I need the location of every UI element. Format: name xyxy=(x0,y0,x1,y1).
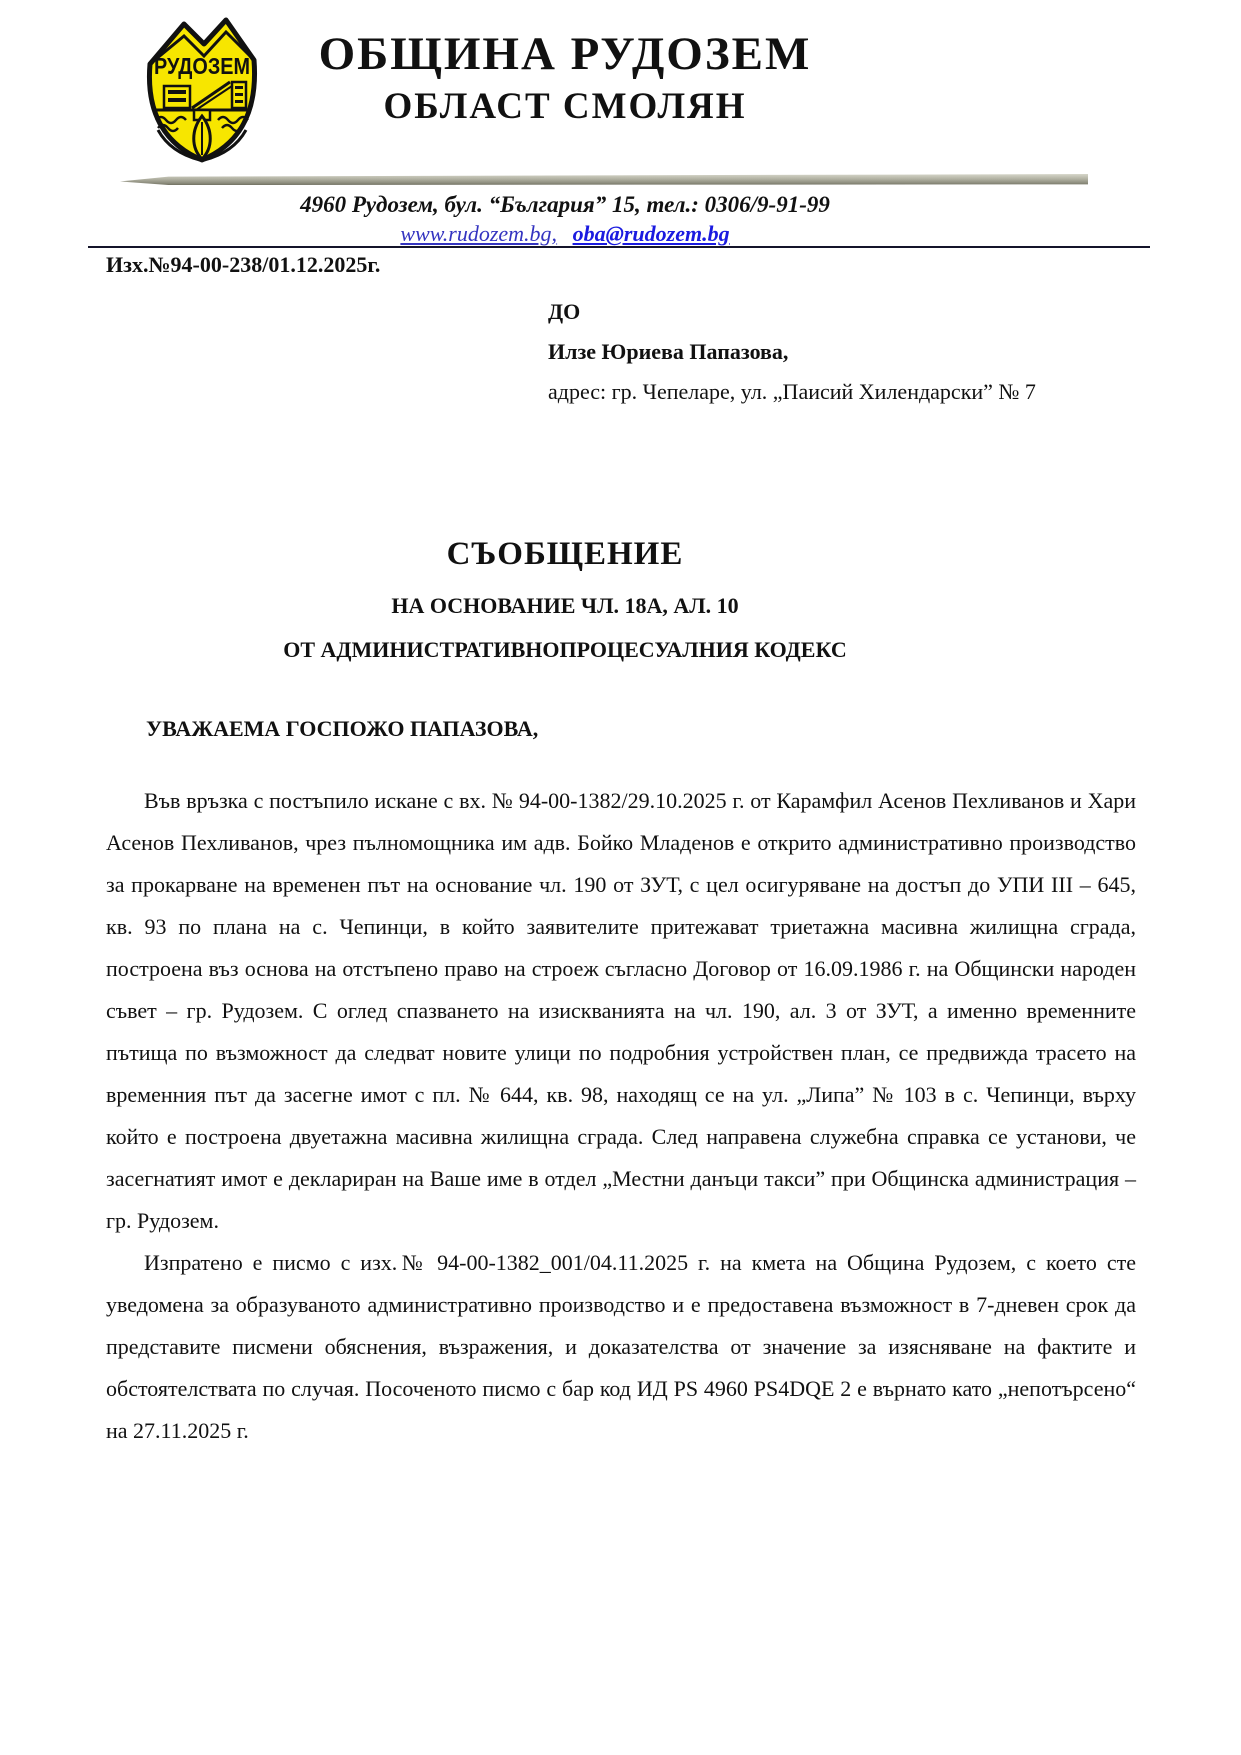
municipality-name: ОБЩИНА РУДОЗЕМ xyxy=(318,28,812,80)
website-link[interactable]: www.rudozem.bg, xyxy=(400,221,558,246)
body-paragraph-1: Във връзка с постъпило искане с вх. № 94-00-1382/29.10.2025 г. от Карамфил Асенов Пехливанов и Хари Асенов Пехливанов, чрез пълномощника им адв. Бойко Младенов е открито административно производство за прокарване на временен път на основание чл. 190 от ЗУТ, с цел осигуряване на достъп до УПИ III – 645, кв. 93 по плана на с. Чепинци, в който заявителите притежават триетажна масивна жилищна сграда, построена въз основа на отстъпено право на строеж съгласно Договор от 16.09.1986 г. на Общински народен съвет – гр. Рудозем. С оглед спазването на изискванията на чл. 190, ал. 3 от ЗУТ, а именно временните пътища по възможност да следват новите улици по подробния устройствен план, се предвижда трасето на временния път да засегне имот с пл. № 644, кв. 98, находящ се на ул. „Липа” № 103 в с. Чепинци, върху който е построена двуетажна масивна жилищна сграда. След направена служебна справка се установи, че засегнатият имот е деклариран на Ваше име в отдел „Местни данъци такси” при Общинска администрация – гр. Рудозем. xyxy=(106,788,1136,1233)
outgoing-ref-number: Изх.№94-00-238/01.12.2025г. xyxy=(106,252,381,277)
region-name: ОБЛАСТ СМОЛЯН xyxy=(383,86,747,127)
email-link[interactable]: oba@rudozem.bg xyxy=(572,221,730,246)
document-title-block xyxy=(105,536,1025,681)
salutation: УВАЖАЕМА ГОСПОЖО ПАПАЗОВА, xyxy=(146,716,539,741)
document-subtitle-code: ОТ АДМИНИСТРАТИВНОПРОЦЕСУАЛНИЯ КОДЕКС xyxy=(283,637,847,662)
document-subtitle-legal-basis: НА ОСНОВАНИЕ ЧЛ. 18А, АЛ. 10 xyxy=(391,593,739,618)
logo-town-name: РУДОЗЕМ xyxy=(154,53,250,79)
recipient-name: Илзе Юриева Папазова, xyxy=(548,339,789,364)
letter-body xyxy=(106,780,1136,1452)
document-title: СЪОБЩЕНИЕ xyxy=(446,536,684,572)
contact-links xyxy=(150,221,980,247)
recipient-to-label: ДО xyxy=(548,299,581,324)
header-rule xyxy=(88,246,1150,248)
header-divider-bar xyxy=(120,174,1088,186)
recipient-block xyxy=(548,292,1036,412)
body-paragraph-2: Изпратено е писмо с изх.№ 94-00-1382_001/04.11.2025 г. на кмета на Община Рудозем, с което сте уведомена за образуваното административно производство и е предоставена възможност в 7-дневен срок да представите писмени обяснения, възражения, и доказателства от значение за изясняване на фактите и обстоятелствата по случая. Посоченото писмо с бар код ИД PS 4960 PS4DQE 2 е върнато като „непотърсено“ на 27.11.2025 г. xyxy=(106,1250,1136,1443)
municipality-address: 4960 Рудозем, бул. “България” 15, тел.: 0306/9-91-99 xyxy=(300,192,830,217)
recipient-address: адрес: гр. Чепеларе, ул. „Паисий Хилендарски” № 7 xyxy=(548,379,1036,404)
